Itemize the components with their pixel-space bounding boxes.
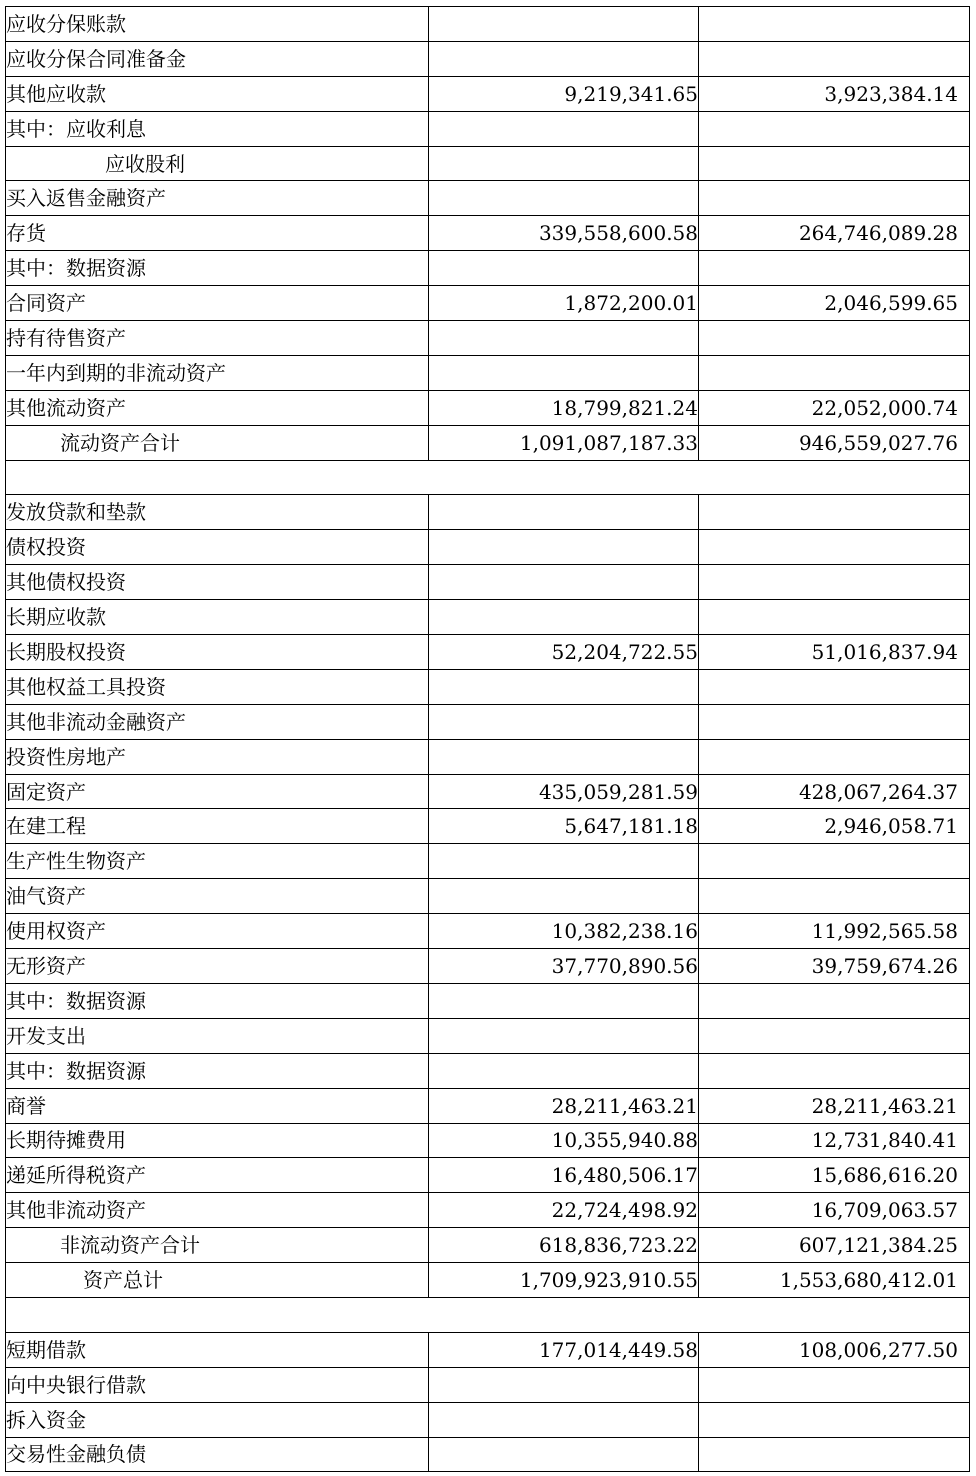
table-row <box>6 600 970 635</box>
value-period-end: 18,799,821.24 <box>429 390 699 425</box>
section-spacer-cell <box>6 460 970 495</box>
value-period-start <box>699 844 970 879</box>
value-period-start <box>699 565 970 600</box>
value-period-end <box>429 495 699 530</box>
row-label: 非流动资产合计 <box>6 1228 429 1263</box>
table-row <box>6 1123 970 1158</box>
value-period-start <box>699 146 970 181</box>
row-label: 应收分保账款 <box>6 7 429 42</box>
row-label: 资产总计 <box>6 1263 429 1298</box>
value-period-start: 108,006,277.50 <box>699 1332 970 1367</box>
value-period-end: 1,709,923,910.55 <box>429 1263 699 1298</box>
row-label: 固定资产 <box>6 774 429 809</box>
value-period-end: 435,059,281.59 <box>429 774 699 809</box>
value-period-end <box>429 251 699 286</box>
value-period-end: 618,836,723.22 <box>429 1228 699 1263</box>
value-period-start: 15,686,616.20 <box>699 1158 970 1193</box>
value-period-start: 264,746,089.28 <box>699 216 970 251</box>
value-period-start: 2,946,058.71 <box>699 809 970 844</box>
table-row <box>6 530 970 565</box>
table-row <box>6 704 970 739</box>
row-label: 持有待售资产 <box>6 321 429 356</box>
table-row <box>6 321 970 356</box>
table-row <box>6 1402 970 1437</box>
value-period-end <box>429 1437 699 1472</box>
value-period-end <box>429 704 699 739</box>
value-period-end: 1,872,200.01 <box>429 286 699 321</box>
row-label: 其他权益工具投资 <box>6 669 429 704</box>
value-period-start <box>699 530 970 565</box>
table-row <box>6 949 970 984</box>
value-period-start <box>699 495 970 530</box>
row-label: 存货 <box>6 216 429 251</box>
value-period-start <box>699 321 970 356</box>
row-label: 其他流动资产 <box>6 390 429 425</box>
value-period-end <box>429 600 699 635</box>
balance-sheet-table <box>5 6 970 1472</box>
value-period-start <box>699 669 970 704</box>
value-period-start <box>699 739 970 774</box>
value-period-start <box>699 1402 970 1437</box>
value-period-start: 16,709,063.57 <box>699 1193 970 1228</box>
table-row <box>6 669 970 704</box>
value-period-start <box>699 1018 970 1053</box>
value-period-end: 9,219,341.65 <box>429 76 699 111</box>
table-row <box>6 1228 970 1263</box>
value-period-start: 3,923,384.14 <box>699 76 970 111</box>
row-label: 商誉 <box>6 1088 429 1123</box>
row-label: 其他应收款 <box>6 76 429 111</box>
value-period-start <box>699 355 970 390</box>
row-label: 开发支出 <box>6 1018 429 1053</box>
value-period-end: 1,091,087,187.33 <box>429 425 699 460</box>
row-label: 投资性房地产 <box>6 739 429 774</box>
value-period-end <box>429 1018 699 1053</box>
value-period-end <box>429 41 699 76</box>
value-period-start <box>699 1053 970 1088</box>
row-label: 合同资产 <box>6 286 429 321</box>
table-row <box>6 7 970 42</box>
value-period-start: 2,046,599.65 <box>699 286 970 321</box>
value-period-start: 1,553,680,412.01 <box>699 1263 970 1298</box>
value-period-start: 39,759,674.26 <box>699 949 970 984</box>
value-period-start <box>699 181 970 216</box>
value-period-end <box>429 530 699 565</box>
row-label: 其他非流动金融资产 <box>6 704 429 739</box>
table-row <box>6 1263 970 1298</box>
table-row <box>6 181 970 216</box>
table-row <box>6 495 970 530</box>
table-row <box>6 111 970 146</box>
table-row <box>6 390 970 425</box>
table-row <box>6 739 970 774</box>
value-period-end <box>429 983 699 1018</box>
value-period-end <box>429 355 699 390</box>
table-row <box>6 1367 970 1402</box>
table-row <box>6 774 970 809</box>
value-period-end <box>429 669 699 704</box>
value-period-end <box>429 1402 699 1437</box>
value-period-start <box>699 879 970 914</box>
value-period-end: 10,355,940.88 <box>429 1123 699 1158</box>
value-period-start <box>699 41 970 76</box>
value-period-end <box>429 879 699 914</box>
table-row <box>6 635 970 670</box>
balance-sheet-body <box>6 7 970 1472</box>
row-label: 应收分保合同准备金 <box>6 41 429 76</box>
row-label: 其他债权投资 <box>6 565 429 600</box>
value-period-start: 22,052,000.74 <box>699 390 970 425</box>
table-row <box>6 565 970 600</box>
table-row <box>6 41 970 76</box>
table-row <box>6 879 970 914</box>
table-row <box>6 1088 970 1123</box>
value-period-start: 946,559,027.76 <box>699 425 970 460</box>
row-label: 使用权资产 <box>6 914 429 949</box>
row-label: 其中：数据资源 <box>6 1053 429 1088</box>
row-label: 递延所得税资产 <box>6 1158 429 1193</box>
table-row <box>6 286 970 321</box>
table-row <box>6 844 970 879</box>
value-period-end <box>429 844 699 879</box>
value-period-end <box>429 739 699 774</box>
section-spacer-row <box>6 460 970 495</box>
value-period-end: 10,382,238.16 <box>429 914 699 949</box>
row-label: 其他非流动资产 <box>6 1193 429 1228</box>
value-period-end: 339,558,600.58 <box>429 216 699 251</box>
value-period-end <box>429 7 699 42</box>
table-row <box>6 1437 970 1472</box>
value-period-start <box>699 983 970 1018</box>
value-period-end <box>429 111 699 146</box>
row-label: 其中：应收利息 <box>6 111 429 146</box>
value-period-start: 51,016,837.94 <box>699 635 970 670</box>
row-label: 长期应收款 <box>6 600 429 635</box>
table-row <box>6 1018 970 1053</box>
section-spacer-row <box>6 1297 970 1332</box>
row-label: 拆入资金 <box>6 1402 429 1437</box>
value-period-end <box>429 146 699 181</box>
table-row <box>6 216 970 251</box>
row-label: 流动资产合计 <box>6 425 429 460</box>
value-period-end: 177,014,449.58 <box>429 1332 699 1367</box>
value-period-start: 428,067,264.37 <box>699 774 970 809</box>
value-period-start: 12,731,840.41 <box>699 1123 970 1158</box>
value-period-end <box>429 181 699 216</box>
row-label: 债权投资 <box>6 530 429 565</box>
value-period-start <box>699 1367 970 1402</box>
value-period-end <box>429 321 699 356</box>
value-period-start <box>699 600 970 635</box>
value-period-start <box>699 1437 970 1472</box>
value-period-end: 5,647,181.18 <box>429 809 699 844</box>
value-period-end: 16,480,506.17 <box>429 1158 699 1193</box>
value-period-start <box>699 251 970 286</box>
row-label: 在建工程 <box>6 809 429 844</box>
value-period-start: 11,992,565.58 <box>699 914 970 949</box>
row-label: 长期股权投资 <box>6 635 429 670</box>
row-label: 其中：数据资源 <box>6 983 429 1018</box>
value-period-end <box>429 565 699 600</box>
value-period-start <box>699 7 970 42</box>
row-label: 长期待摊费用 <box>6 1123 429 1158</box>
table-row <box>6 914 970 949</box>
row-label: 买入返售金融资产 <box>6 181 429 216</box>
row-label: 应收股利 <box>6 146 429 181</box>
value-period-start <box>699 704 970 739</box>
value-period-start: 607,121,384.25 <box>699 1228 970 1263</box>
table-row <box>6 1053 970 1088</box>
value-period-end: 52,204,722.55 <box>429 635 699 670</box>
table-row <box>6 76 970 111</box>
table-row <box>6 1332 970 1367</box>
row-label: 无形资产 <box>6 949 429 984</box>
row-label: 一年内到期的非流动资产 <box>6 355 429 390</box>
value-period-start: 28,211,463.21 <box>699 1088 970 1123</box>
row-label: 其中：数据资源 <box>6 251 429 286</box>
value-period-end: 37,770,890.56 <box>429 949 699 984</box>
value-period-start <box>699 111 970 146</box>
row-label: 短期借款 <box>6 1332 429 1367</box>
value-period-end <box>429 1367 699 1402</box>
row-label: 交易性金融负债 <box>6 1437 429 1472</box>
value-period-end <box>429 1053 699 1088</box>
table-row <box>6 1158 970 1193</box>
value-period-end: 28,211,463.21 <box>429 1088 699 1123</box>
row-label: 油气资产 <box>6 879 429 914</box>
table-row <box>6 425 970 460</box>
table-row <box>6 809 970 844</box>
table-row <box>6 355 970 390</box>
row-label: 发放贷款和垫款 <box>6 495 429 530</box>
table-row <box>6 1193 970 1228</box>
section-spacer-cell <box>6 1297 970 1332</box>
value-period-end: 22,724,498.92 <box>429 1193 699 1228</box>
table-row <box>6 983 970 1018</box>
row-label: 生产性生物资产 <box>6 844 429 879</box>
table-row <box>6 146 970 181</box>
table-row <box>6 251 970 286</box>
row-label: 向中央银行借款 <box>6 1367 429 1402</box>
